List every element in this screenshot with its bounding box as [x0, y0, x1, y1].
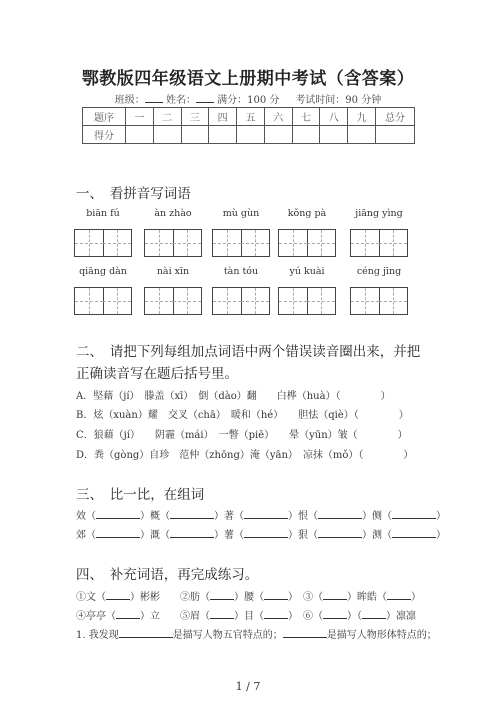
- score-cell[interactable]: [126, 126, 154, 144]
- score-cell[interactable]: [209, 126, 237, 144]
- page-title: 鄂教版四年级语文上册期中考试（含答案）: [81, 69, 415, 89]
- pinyin-label: yú kuài: [289, 266, 325, 277]
- score-header-cell: 总分: [376, 108, 415, 126]
- score-cell[interactable]: [264, 126, 292, 144]
- option-b: B．炫（xuàn）耀 交叉（chā） 暖和（hé） 胆怯（qiè）（ ）: [76, 410, 409, 421]
- answer-blank[interactable]: [362, 608, 386, 619]
- answer-blank[interactable]: [96, 508, 140, 519]
- pinyin-label: nài xīn: [156, 266, 190, 277]
- score-header-cell: 九: [348, 108, 376, 126]
- option-a: A．堅藉（jí） 滕盖（xī） 倒（dào）翻 白桦（huà）（ ）: [76, 391, 391, 402]
- name-blank[interactable]: [196, 93, 214, 103]
- answer-blank[interactable]: [387, 589, 411, 600]
- section1-heading: 一、 看拼音写词语: [76, 186, 191, 202]
- answer-blank[interactable]: [264, 589, 288, 600]
- score-header-cell: 四: [209, 108, 237, 126]
- pinyin-label: jiāng yìng: [355, 208, 403, 219]
- writing-grid[interactable]: [278, 229, 336, 257]
- section4-heading: 四、 补充词语，再完成练习。: [76, 567, 259, 583]
- answer-blank[interactable]: [392, 508, 436, 519]
- score-row-label: 得分: [83, 126, 126, 144]
- answer-blank[interactable]: [119, 627, 173, 638]
- class-label: 班级：: [114, 95, 145, 106]
- answer-blank[interactable]: [323, 589, 347, 600]
- answer-blank[interactable]: [210, 608, 234, 619]
- score-cell[interactable]: [292, 126, 320, 144]
- writing-grid[interactable]: [74, 229, 132, 257]
- page-number: 1 / 7: [235, 680, 261, 693]
- answer-blank[interactable]: [264, 608, 288, 619]
- answer-blank[interactable]: [244, 508, 288, 519]
- pinyin-label: biān fú: [86, 208, 120, 219]
- writing-grid[interactable]: [144, 229, 202, 257]
- score-header-cell: 六: [264, 108, 292, 126]
- answer-blank[interactable]: [392, 527, 436, 538]
- writing-grid[interactable]: [212, 287, 270, 315]
- pinyin-label: àn zhào: [154, 208, 192, 219]
- writing-grid[interactable]: [74, 287, 132, 315]
- answer-blank[interactable]: [210, 589, 234, 600]
- answer-blank[interactable]: [318, 508, 362, 519]
- pinyin-label: mù gùn: [222, 208, 260, 219]
- answer-blank[interactable]: [106, 589, 130, 600]
- idiom-row-1: ①文（ ）彬彬 ②肪（ ）腰（ ） ③（ ）眸皓（ ）: [76, 588, 421, 603]
- answer-blank[interactable]: [170, 508, 214, 519]
- pinyin-label: tàn tóu: [223, 266, 259, 277]
- score-header-cell: 题序: [83, 108, 126, 126]
- pinyin-label: céng jīng: [356, 266, 402, 277]
- option-c: C．狼藉（jí） 阴霾（mái） 一瞥（piē） 晕（yūn）皱（ ）: [76, 430, 408, 441]
- full-score: 满分：100 分: [217, 95, 280, 106]
- score-header-cell: 三: [181, 108, 209, 126]
- section3-heading: 三、 比一比，在组词: [76, 487, 205, 503]
- score-cell[interactable]: [376, 126, 415, 144]
- writing-grid[interactable]: [212, 229, 270, 257]
- writing-grid[interactable]: [144, 287, 202, 315]
- score-cell[interactable]: [153, 126, 181, 144]
- score-cell[interactable]: [181, 126, 209, 144]
- answer-blank[interactable]: [116, 608, 140, 619]
- answer-blank[interactable]: [244, 527, 288, 538]
- score-table: [82, 107, 415, 144]
- section2-heading-cont: 正确读音写在题后括号里。: [76, 366, 238, 382]
- score-table-header-row: [83, 108, 415, 126]
- score-header-cell: 一: [126, 108, 154, 126]
- score-header-cell: 二: [153, 108, 181, 126]
- score-header-cell: 五: [237, 108, 265, 126]
- writing-grid[interactable]: [350, 287, 408, 315]
- answer-blank[interactable]: [323, 608, 347, 619]
- section2-heading: 二、 请把下列每组加点词语中两个错误读音圈出来，并把: [76, 344, 421, 360]
- exam-info-line: [0, 91, 496, 106]
- answer-blank[interactable]: [96, 527, 140, 538]
- exam-time: 考试时间：90 分钟: [295, 95, 382, 106]
- writing-grid[interactable]: [278, 287, 336, 315]
- pinyin-label: kǒng pà: [287, 208, 327, 219]
- answer-blank[interactable]: [170, 527, 214, 538]
- idiom-row-2: ④亭亭（ ）立 ⑤眉（ ）目（ ） ⑥（ ）（ ）凛凛: [76, 607, 416, 622]
- score-cell[interactable]: [348, 126, 376, 144]
- pinyin-label: qiāng dàn: [79, 266, 127, 277]
- score-header-cell: 八: [320, 108, 348, 126]
- score-header-cell: 七: [292, 108, 320, 126]
- name-label: 姓名：: [165, 95, 196, 106]
- answer-blank[interactable]: [283, 627, 327, 638]
- score-cell[interactable]: [237, 126, 265, 144]
- class-blank[interactable]: [145, 93, 163, 103]
- option-d: D．粪（gòng）自珍 范仲（zhōng）淹（yān） 凉抹（mǒ）（ ）: [76, 450, 414, 461]
- answer-blank[interactable]: [318, 527, 362, 538]
- compare-row-2: 郊（ ）溉（ ）薯（ ）狠（ ）测（ ）: [76, 526, 446, 541]
- score-cell[interactable]: [320, 126, 348, 144]
- compare-row-1: 效（ ）概（ ）著（ ）恨（ ）侧（ ）: [76, 507, 446, 522]
- question-1: 1. 我发现 是描写人物五官特点的； 是描写人物形体特点的；: [76, 626, 437, 641]
- score-table-score-row: [83, 126, 415, 144]
- writing-grid[interactable]: [350, 229, 408, 257]
